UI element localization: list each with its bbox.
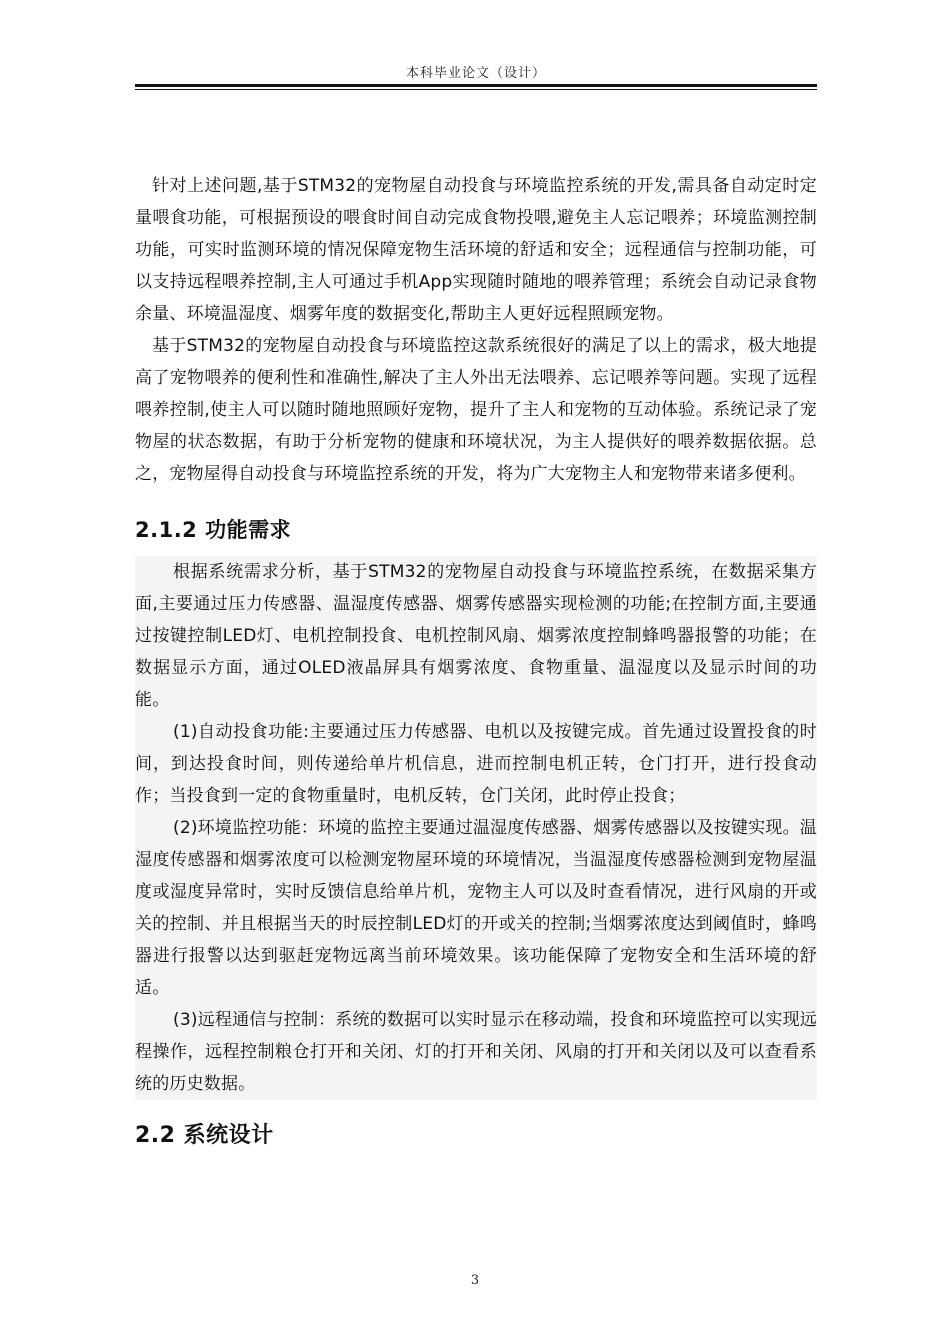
header-rule-thin bbox=[135, 89, 817, 90]
environment-monitoring-paragraph: (2)环境监控功能：环境的监控主要通过温湿度传感器、烟雾传感器以及按键实现。温湿度传感器和烟雾浓度可以检测宠物屋环境的环境情况，当温湿度传感器检测到宠物屋温度或湿度异常时，实时反馈信息给单片机，宠物主人可以及时查看情况，进行风扇的开或关的控制、并且根据当天的时辰控制LED灯的开或关的控制;当烟雾浓度达到阈值时，蜂鸣器进行报警以达到驱赶宠物远离当前环境效果。该功能保障了宠物安全和生活环境的舒适。 bbox=[135, 812, 817, 1004]
page-number: 3 bbox=[470, 1273, 480, 1288]
page-header-title: 本科毕业论文（设计） bbox=[405, 66, 546, 81]
section-heading-2-1-2: 2.1.2 功能需求 bbox=[135, 518, 292, 542]
page-body bbox=[135, 170, 817, 1162]
auto-feeding-paragraph: (1)自动投食功能:主要通过压力传感器、电机以及按键完成。首先通过设置投食的时间，到达投食时间，则传递给单片机信息，进而控制电机正转，仓门打开，进行投食动作；当投食到一定的食物重量时，电机反转，仓门关闭，此时停止投食； bbox=[135, 716, 817, 812]
intro-paragraph-2: 基于STM32的宠物屋自动投食与环境监控这款系统很好的满足了以上的需求，极大地提高了宠物喂养的便利性和准确性,解决了主人外出无法喂养、忘记喂养等问题。实现了远程喂养控制,使主人可以随时随地照顾好宠物，提升了主人和宠物的互动体验。系统记录了宠物屋的状态数据，有助于分析宠物的健康和环境状况，为主人提供好的喂养数据依据。总之，宠物屋得自动投食与环境监控系统的开发，将为广大宠物主人和宠物带来诸多便利。 bbox=[135, 336, 817, 484]
intro-paragraph-1: 针对上述问题,基于STM32的宠物屋自动投食与环境监控系统的开发,需具备自动定时定量喂食功能，可根据预设的喂食时间自动完成食物投喂,避免主人忘记喂养；环境监测控制功能，可实时监测环境的情况保障宠物生活环境的舒适和安全；远程通信与控制功能，可以支持远程喂养控制,主人可通过手机App实现随时随地的喂养管理；系统会自动记录食物余量、环境温湿度、烟雾年度的数据变化,帮助主人更好远程照顾宠物。 bbox=[135, 176, 817, 324]
remote-control-paragraph: (3)远程通信与控制：系统的数据可以实时显示在移动端，投食和环境监控可以实现远程操作，远程控制粮仓打开和关闭、灯的打开和关闭、风扇的打开和关闭以及可以查看系统的历史数据。 bbox=[135, 1004, 817, 1100]
requirements-paragraph: 根据系统需求分析，基于STM32的宠物屋自动投食与环境监控系统，在数据采集方面,主要通过压力传感器、温湿度传感器、烟雾传感器实现检测的功能;在控制方面,主要通过按键控制LED灯、电机控制投食、电机控制风扇、烟雾浓度控制蜂鸣器报警的功能；在数据显示方面，通过OLED液晶屏具有烟雾浓度、食物重量、温湿度以及显示时间的功能。 bbox=[135, 556, 817, 716]
section-heading-2-2: 2.2 系统设计 bbox=[135, 1123, 274, 1148]
header-rule-thick bbox=[135, 84, 817, 87]
